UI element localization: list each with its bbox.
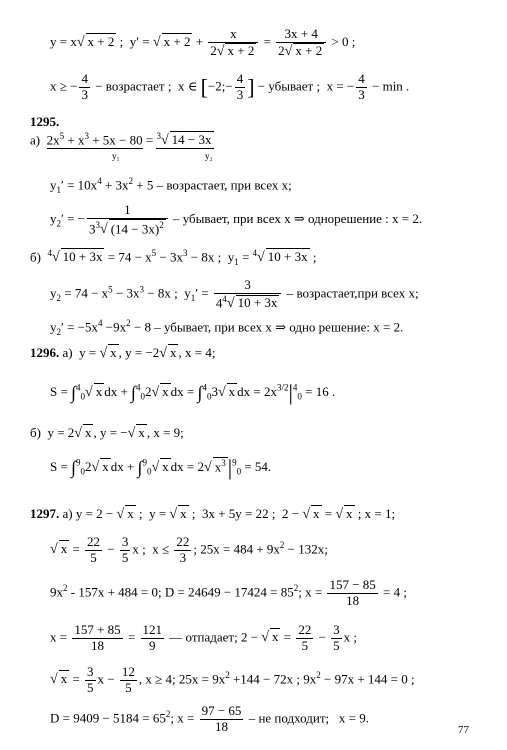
label-y1: y₁ <box>112 151 120 161</box>
line-1295b-equation: б) $^4$√ $10 + 3x = 74 - x^5 - 3x^3 - 8x$ ; $y_1 = ^4√$ 10 + 3x ; <box>30 248 317 267</box>
line-1296b-integral: S = ∫$^9_0$2√ x dx + ∫$^9_0$√ x dx = 2√ $x^3|^9_0 = 54$. <box>50 455 272 480</box>
line-1295a-y1-derivative: $y_1' = 10x^4 + 3x^2 + 5$ – возрастает, при всех x; <box>50 176 292 195</box>
line-1296a-integral: S = ∫$^4_0$√ x dx + ∫$^4_0$2√ x dx = ∫$^4_0$3√ x dx = $2x^{3/2}|^4_0 = 16$ . <box>50 380 336 405</box>
line-1295b-y2-derivative: $y_2' = -5x^4 -9x^2 - 8$ – убывает, при всех x ⇒ одно решение: x = 2. <box>50 318 404 337</box>
line-1295a-equation: а) $2x^5 + x^3 + 5x - 80 = ^3√$ 14 − 3x <box>30 131 212 149</box>
line-1295b-y2: $y_2 = 74 - x^5 - 3x^3 - 8x$ ; $y_1'$ = $\frac{3}{4^4√ 10 + 3x}$ – возрастает,при всех x; <box>50 277 419 312</box>
line-1296a-setup: 1296. а) y = √ x , y = −2√ x , x = 4; <box>30 345 216 361</box>
page-number: 77 <box>458 724 469 736</box>
line-1297a-substitution: √ x = $\frac{22}{5}$ − $\frac{3}{5}$ x ; x ≤ $\frac{22}{3}$ ; $25x = 484 + 9x^2 - 132x$; <box>50 534 328 565</box>
line-1297a-second-case: √ x = $\frac{3}{5}$ x − $\frac{12}{5}$ , x ≥ 4; $25x = 9x^2 +144 - 72x$ ; $9x^2 - 97x + 144 = 0$ ; <box>50 664 415 695</box>
line-1297a-answer: $D = 9409 - 5184 = 65^2$; x = $\frac{97 - 65}{18}$ – не подходит; x = 9. <box>50 703 369 734</box>
problem-1295-heading: 1295. <box>30 114 60 129</box>
label-y2: y₂ <box>205 151 213 161</box>
line-monotonic-1: x ≥ − $\frac{4}{3}$ − возрастает ; x ∈ [−2;− $\frac{4}{3}$ ] − убывает ; x = − $\frac{4}{3}$ − min . <box>50 71 410 102</box>
line-1297a-setup: 1297. а) y = 2 − √ x ; y = √ x ; 3x + 5y = 22 ; 2 − √ x = √ x ; x = 1; <box>30 506 396 522</box>
line-derivative-1: y = x√ x + 2 ; y′ = √ x + 2 + $\frac{x}{2√ x + 2}$ = $\frac{3x + 4}{2√ x + 2}$ > 0 ; <box>50 26 356 59</box>
line-1295a-y2-derivative: $y_2'$ = − $\frac{1}{3^3√ (14 - 3x)^2}$ – убывает, при всех x ⇒ однорешение : x = 2. <box>50 202 423 238</box>
line-1297a-reject: x = $\frac{157 + 85}{18}$ = $\frac{121}{9}$ — отпадает; 2 − √ x = $\frac{22}{5}$ − $\frac{3}{5}$ x ; <box>50 622 358 653</box>
problem-1296-heading: 1296. <box>30 345 60 360</box>
problem-1297-heading: 1297. <box>30 506 60 521</box>
line-1296b-setup: б) y = 2√ x , y = −√ x , x = 9; <box>30 425 184 441</box>
line-1297a-discriminant: $9x^2 - 157x + 484 = 0$; $D = 24649 - 17424 = 85^2$; x = $\frac{157 - 85}{18}$ = 4 ; <box>50 577 407 608</box>
